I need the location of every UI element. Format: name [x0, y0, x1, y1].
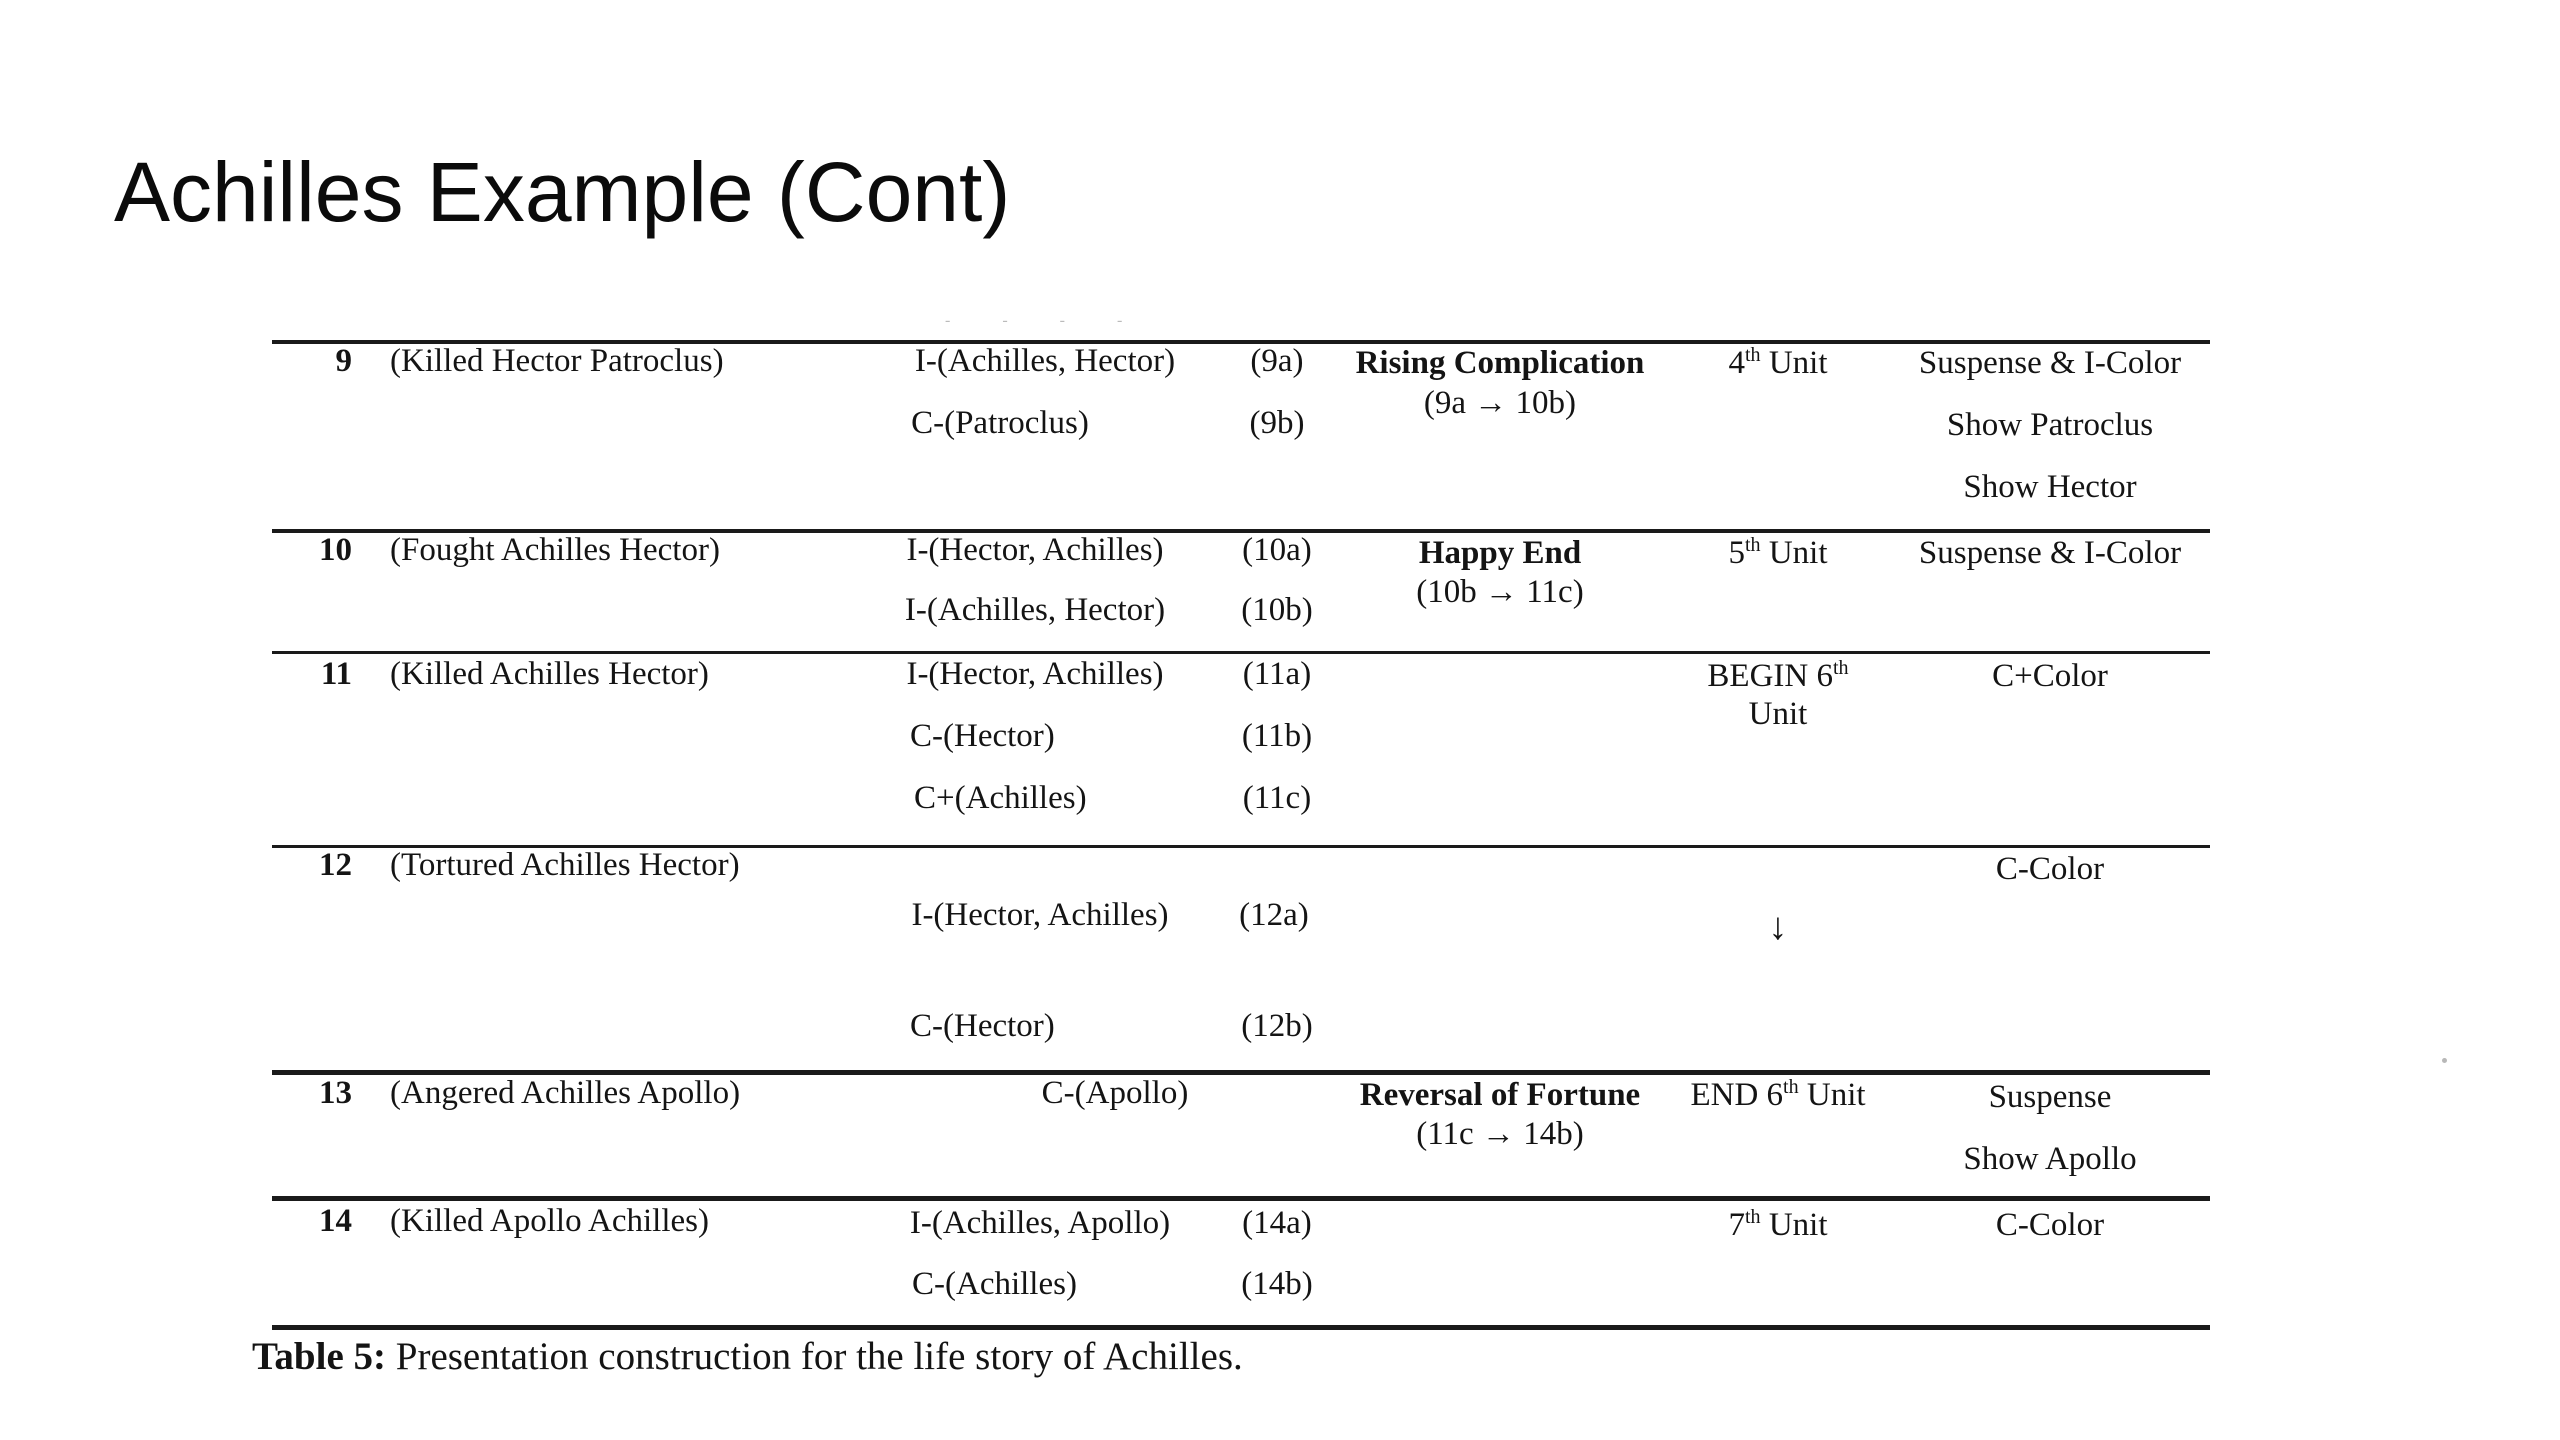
event-cell: C-(Patroclus) — [911, 405, 1089, 441]
unit-cell-label: Unit — [1748, 696, 1808, 732]
style-range: (9a → 10b) — [1423, 385, 1577, 421]
relation-cell: (Tortured Achilles Hector) — [390, 847, 740, 883]
event-cell: C-(Apollo) — [1041, 1075, 1189, 1111]
relation-cell: (Killed Achilles Hector) — [390, 656, 709, 692]
slide-title: Achilles Example (Cont) — [114, 145, 1011, 239]
event-cell: I-(Achilles, Apollo) — [909, 1205, 1171, 1241]
unit-cell: 7th Unit — [1728, 1206, 1828, 1243]
unit-cell: END 6th Unit — [1690, 1076, 1866, 1113]
code-cell: (9b) — [1249, 405, 1305, 441]
unit-cell: 5th Unit — [1728, 534, 1828, 571]
code-cell: (11b) — [1241, 718, 1313, 754]
caption-label: Table 5: — [252, 1335, 387, 1378]
table-caption — [252, 1335, 1243, 1379]
presentation-cell: Suspense — [1988, 1079, 2112, 1115]
code-cell: (10b) — [1241, 592, 1313, 628]
style-title: Reversal of Fortune — [1359, 1077, 1641, 1113]
code-cell: (12a) — [1239, 897, 1309, 933]
code-cell: (12b) — [1241, 1008, 1313, 1044]
event-cell: I-(Hector, Achilles) — [906, 656, 1164, 692]
row-number: 9 — [335, 343, 352, 379]
row-number: 14 — [319, 1203, 352, 1239]
row-number: 11 — [320, 656, 352, 692]
stray-dot — [2442, 1058, 2447, 1063]
row-number: 12 — [319, 847, 352, 883]
event-cell: C-(Hector) — [910, 718, 1055, 754]
caption-text: Presentation construction for the life story of Achilles. — [386, 1335, 1243, 1378]
unit-cell: BEGIN 6th — [1707, 657, 1849, 694]
relation-cell: (Fought Achilles Hector) — [390, 532, 720, 568]
presentation-cell: Suspense & I-Color — [1918, 345, 2182, 381]
style-range: (11c → 14b) — [1416, 1116, 1584, 1152]
event-cell: C-(Achilles) — [912, 1266, 1077, 1302]
code-cell: (10a) — [1242, 532, 1312, 568]
code-cell: (9a) — [1250, 343, 1304, 379]
relation-cell: (Killed Apollo Achilles) — [390, 1203, 709, 1239]
code-cell: (14b) — [1241, 1266, 1313, 1302]
table-rule-bottom — [272, 1325, 2210, 1330]
event-cell: I-(Hector, Achilles) — [906, 532, 1164, 568]
style-title: Rising Complication — [1355, 345, 1645, 381]
presentation-cell: Show Patroclus — [1946, 407, 2154, 443]
presentation-cell: C+Color — [1992, 658, 2108, 694]
relation-cell: (Angered Achilles Apollo) — [390, 1075, 741, 1111]
code-cell: (11a) — [1242, 656, 1312, 692]
code-cell: (14a) — [1242, 1205, 1312, 1241]
presentation-cell: Suspense & I-Color — [1918, 535, 2182, 571]
scan-artifact: - - - - — [945, 312, 1147, 329]
row-number: 13 — [319, 1075, 352, 1111]
relation-cell: (Killed Hector Patroclus) — [390, 343, 724, 379]
continuation-arrow: ↓ — [1768, 906, 1788, 948]
code-cell: (11c) — [1242, 780, 1312, 816]
event-cell: C+(Achilles) — [914, 780, 1087, 816]
presentation-cell: C-Color — [1995, 851, 2105, 887]
presentation-cell: Show Apollo — [1963, 1141, 2137, 1177]
style-range: (10b → 11c) — [1416, 574, 1584, 610]
presentation-cell: Show Hector — [1963, 469, 2137, 505]
unit-cell: 4th Unit — [1728, 344, 1828, 381]
event-cell: I-(Achilles, Hector) — [914, 343, 1176, 379]
event-cell: C-(Hector) — [910, 1008, 1055, 1044]
style-title: Happy End — [1418, 535, 1582, 571]
row-number: 10 — [319, 532, 352, 568]
event-cell: I-(Hector, Achilles) — [911, 897, 1169, 933]
presentation-cell: C-Color — [1995, 1207, 2105, 1243]
event-cell: I-(Achilles, Hector) — [904, 592, 1166, 628]
